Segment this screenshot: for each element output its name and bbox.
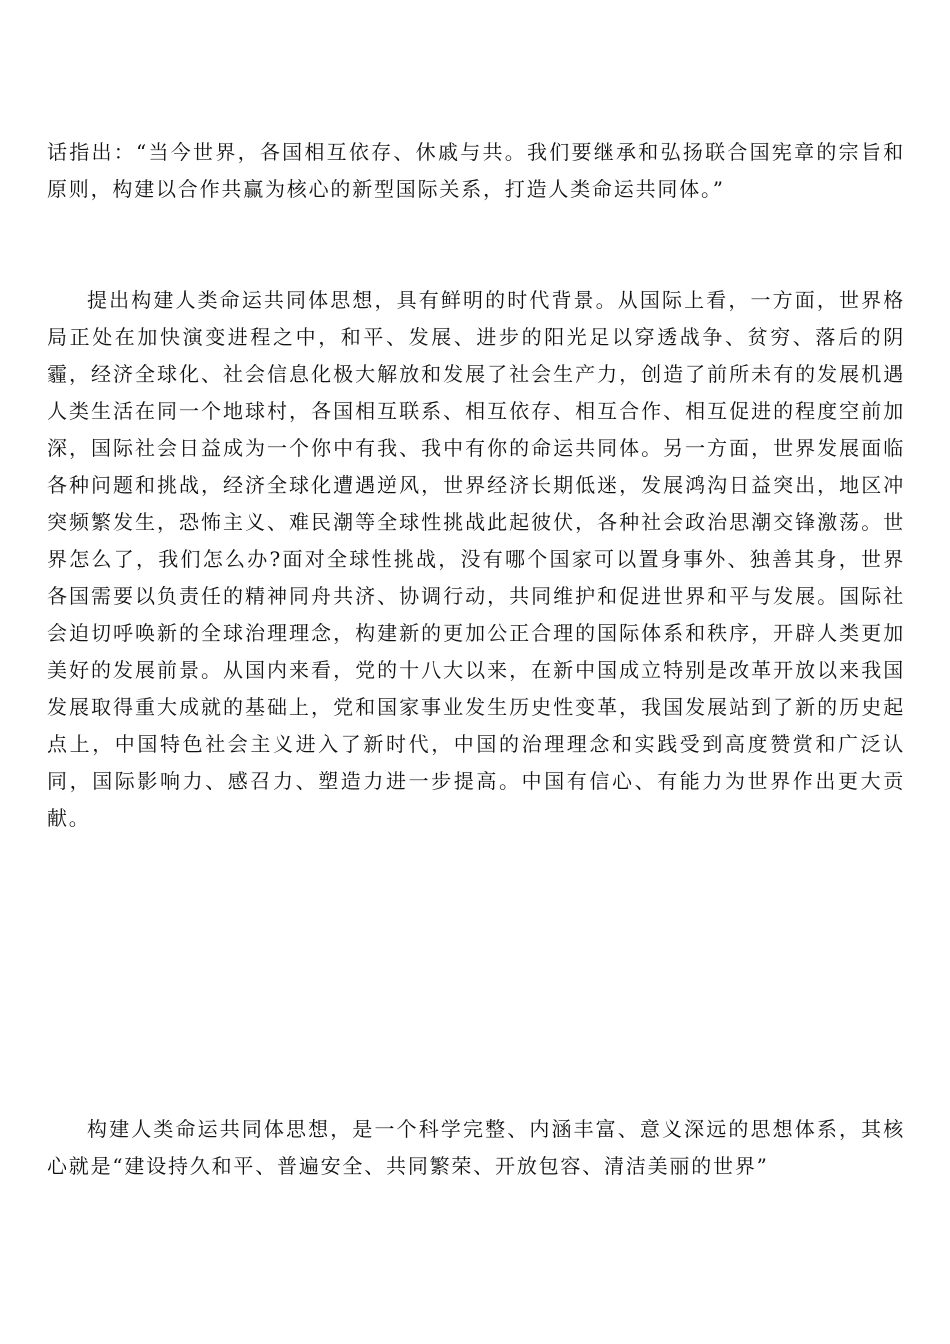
paragraph-historical-background: 提出构建人类命运共同体思想，具有鲜明的时代背景。从国际上看，一方面，世界格局正处在加快演变进程之中，和平、发展、进步的阳光足以穿透战争、贫穷、落后的阴霾，经济全球化、社会信息化极大解放和发展了社会生产力，创造了前所未有的发展机遇人类生活在同一个地球村，各国相互联系、相互依存、相互合作、相互促进的程度空前加深，国际社会日益成为一个你中有我、我中有你的命运共同体。另一方面，世界发展面临各种问题和挑战，经济全球化遭遇逆风，世界经济长期低迷，发展鸿沟日益突出，地区冲突频繁发生，恐怖主义、难民潮等全球性挑战此起彼伏，各种社会政治思潮交锋激荡。世界怎么了，我们怎么办?面对全球性挑战，没有哪个国家可以置身事外、独善其身，世界各国需要以负责任的精神同舟共济、协调行动，共同维护和促进世界和平与发展。国际社会迫切呼唤新的全球治理理念，构建新的更加公正合理的国际体系和秩序，开辟人类更加美好的发展前景。从国内来看，党的十八大以来，在新中国成立特别是改革开放以来我国发展取得重大成就的基础上，党和国家事业发生历史性变革，我国发展站到了新的历史起点上，中国特色社会主义进入了新时代，中国的治理理念和实践受到高度赞赏和广泛认同，国际影响力、感召力、塑造力进一步提高。中国有信心、有能力为世界作出更大贡献。 [47, 288, 905, 830]
document-page [47, 0, 905, 1344]
paragraph-core-concept: 构建人类命运共同体思想，是一个科学完整、内涵丰富、意义深远的思想体系，其核心就是“建设持久和平、普遍安全、共同繁荣、开放包容、清洁美丽的世界” [47, 1117, 905, 1178]
paragraph-quote-un-charter: 话指出：“当今世界，各国相互依存、休戚与共。我们要继承和弘扬联合国宪章的宗旨和原则，构建以合作共赢为核心的新型国际关系，打造人类命运共同体。” [47, 140, 905, 201]
